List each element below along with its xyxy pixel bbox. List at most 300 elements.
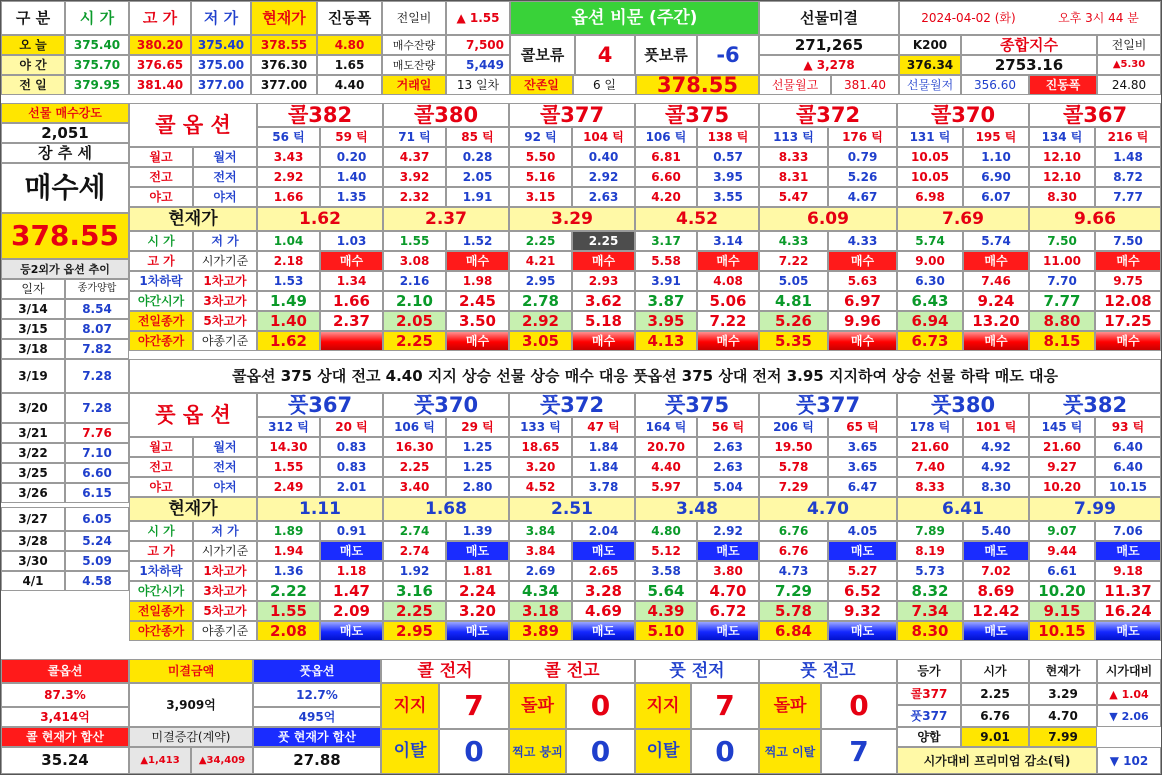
tick-2: 65 틱 — [828, 417, 897, 437]
jeonje: 1.84 — [572, 457, 635, 477]
eq-sum-cur: 7.99 — [1029, 727, 1097, 747]
vib: 24.80 — [1097, 75, 1161, 95]
label-wolje: 월저 — [193, 437, 257, 457]
first-high: 4.08 — [697, 271, 759, 291]
stat-put_high: 풋 전고 — [759, 659, 897, 683]
prev-close: 8.80 — [1029, 311, 1095, 331]
first-high: 2.93 — [572, 271, 635, 291]
high: 9.44 — [1029, 541, 1095, 561]
signal-badge[interactable]: 매도 — [1095, 541, 1161, 561]
stat-label-2: 이탈 — [381, 729, 439, 774]
third-high: 3.62 — [572, 291, 635, 311]
history-date: 3/28 — [1, 531, 65, 551]
night-signal[interactable]: 매도 — [446, 621, 509, 641]
signal-badge[interactable]: 매수 — [446, 251, 509, 271]
stat-label-1: 지지 — [381, 683, 439, 729]
history-close: 8.07 — [65, 319, 129, 339]
signal-badge[interactable]: 매도 — [572, 541, 635, 561]
label-goga: 고 가 — [129, 541, 193, 561]
label-wolgo: 월고 — [129, 437, 193, 457]
remaining: 6 일 — [573, 75, 636, 95]
time-text: 오후 3시 44 분 — [1058, 11, 1139, 25]
stat-label-2: 이탈 — [635, 729, 691, 774]
fifth-high: 6.72 — [697, 601, 759, 621]
tick-2: 195 틱 — [963, 127, 1029, 147]
low: 4.05 — [828, 521, 897, 541]
call-hold-label: 콜보류 — [510, 35, 575, 75]
composite-prev-label: 전일비 — [1097, 35, 1161, 55]
night-close: 4.13 — [635, 331, 697, 351]
wolgo: 4.37 — [383, 147, 446, 167]
signal-badge[interactable]: 매수 — [963, 251, 1029, 271]
jeongo: 10.05 — [897, 167, 963, 187]
wolgo: 19.50 — [759, 437, 828, 457]
jeongo: 2.92 — [257, 167, 320, 187]
prev-close: 3.95 — [635, 311, 697, 331]
first-high: 7.02 — [963, 561, 1029, 581]
night-close: 5.35 — [759, 331, 828, 351]
current-price: 6.09 — [759, 207, 897, 231]
label-jeonje: 전저 — [193, 457, 257, 477]
history-close: 7.28 — [65, 393, 129, 423]
jeongo: 6.60 — [635, 167, 697, 187]
night-signal[interactable]: 매수 — [572, 331, 635, 351]
tick-1: 71 틱 — [383, 127, 446, 147]
label-wolgo: 월고 — [129, 147, 193, 167]
vib-label: 진동폭 — [1029, 75, 1097, 95]
stat-label-1: 돌파 — [759, 683, 821, 729]
first-high: 2.65 — [572, 561, 635, 581]
call-sum-label: 콜 현재가 합산 — [1, 727, 129, 747]
wolje: 1.25 — [446, 437, 509, 457]
night-signal[interactable]: 매도 — [828, 621, 897, 641]
night-close: 2.08 — [257, 621, 320, 641]
yago: 8.33 — [897, 477, 963, 497]
signal-badge[interactable]: 매수 — [1095, 251, 1161, 271]
row-2-goga: 381.40 — [129, 75, 191, 95]
first-low: 4.73 — [759, 561, 828, 581]
history-date: 3/26 — [1, 483, 65, 503]
wolgo: 8.33 — [759, 147, 828, 167]
left-price: 378.55 — [1, 213, 129, 259]
jeonje: 5.26 — [828, 167, 897, 187]
open: 1.04 — [257, 231, 320, 251]
first-low: 1.36 — [257, 561, 320, 581]
row-0-siga: 375.40 — [65, 35, 129, 55]
open: 9.07 — [1029, 521, 1095, 541]
jeongo: 3.20 — [509, 457, 572, 477]
night-signal[interactable]: 매도 — [697, 621, 759, 641]
yago: 6.98 — [897, 187, 963, 207]
fifth-high: 9.96 — [828, 311, 897, 331]
yaje: 3.78 — [572, 477, 635, 497]
jeonje: 3.65 — [828, 457, 897, 477]
label-cha1high: 1차고가 — [193, 561, 257, 581]
yago: 8.30 — [1029, 187, 1095, 207]
signal-badge[interactable]: 매수 — [320, 251, 383, 271]
night-close: 8.30 — [897, 621, 963, 641]
tick-2: 29 틱 — [446, 417, 509, 437]
k200-label: K200 — [899, 35, 961, 55]
high: 5.58 — [635, 251, 697, 271]
night-signal[interactable]: 매도 — [572, 621, 635, 641]
history-date: 3/21 — [1, 423, 65, 443]
label-jeoga: 저 가 — [193, 521, 257, 541]
wolgo: 14.30 — [257, 437, 320, 457]
night-close: 5.10 — [635, 621, 697, 641]
remaining-label: 잔존일 — [510, 75, 573, 95]
first-low: 6.61 — [1029, 561, 1095, 581]
label-cha3high: 3차고가 — [193, 291, 257, 311]
tick-1: 106 틱 — [383, 417, 446, 437]
history-date: 3/22 — [1, 443, 65, 463]
first-high: 1.81 — [446, 561, 509, 581]
bid-value: 7,500 — [446, 35, 510, 55]
third-high: 2.24 — [446, 581, 509, 601]
jeongo: 2.25 — [383, 457, 446, 477]
tick-1: 312 틱 — [257, 417, 320, 437]
night-open: 3.16 — [383, 581, 446, 601]
trend: 매수세 — [1, 163, 129, 213]
label-current: 현재가 — [129, 207, 257, 231]
signal-badge[interactable]: 매도 — [446, 541, 509, 561]
label-yagansiga: 야간시가 — [129, 581, 193, 601]
jeonje: 1.25 — [446, 457, 509, 477]
row-2-hyeonjaega: 377.00 — [251, 75, 317, 95]
stat-label-2: 찍고 이탈 — [759, 729, 821, 774]
third-high: 8.69 — [963, 581, 1029, 601]
fifth-high: 5.18 — [572, 311, 635, 331]
put-sum: 27.88 — [253, 747, 381, 774]
history-date: 3/30 — [1, 551, 65, 571]
oi-change-label: 미결증감(계약) — [129, 727, 253, 747]
tick-1: 106 틱 — [635, 127, 697, 147]
night-close: 6.73 — [897, 331, 963, 351]
call-amt: 3,414억 — [1, 707, 129, 727]
oi-change-2: ▲34,409 — [191, 747, 253, 774]
label-cha5high: 5차고가 — [193, 311, 257, 331]
third-high: 12.08 — [1095, 291, 1161, 311]
high: 9.00 — [897, 251, 963, 271]
wolgo: 12.10 — [1029, 147, 1095, 167]
eq-put-cur: 4.70 — [1029, 705, 1097, 727]
first-low: 3.58 — [635, 561, 697, 581]
put-hold-label: 풋보류 — [635, 35, 697, 75]
first-high: 9.75 — [1095, 271, 1161, 291]
strike-name: 풋367 — [257, 393, 383, 417]
oi-change-1: ▲1,413 — [129, 747, 191, 774]
jeongo: 7.40 — [897, 457, 963, 477]
current-price: 1.62 — [257, 207, 383, 231]
row-0-label: 오 늘 — [1, 35, 65, 55]
yaje: 10.15 — [1095, 477, 1161, 497]
label-siga: 시 가 — [129, 231, 193, 251]
month-low: 356.60 — [961, 75, 1029, 95]
history-close: 7.28 — [65, 359, 129, 393]
first-low: 7.70 — [1029, 271, 1095, 291]
open: 4.33 — [759, 231, 828, 251]
header-jindongpok: 진동폭 — [317, 1, 382, 35]
label-yagansiga: 야간시가 — [129, 291, 193, 311]
tick-2: 47 틱 — [572, 417, 635, 437]
first-low: 1.92 — [383, 561, 446, 581]
tick-1: 145 틱 — [1029, 417, 1095, 437]
low: 0.91 — [320, 521, 383, 541]
strike-name: 콜370 — [897, 103, 1029, 127]
jeongo: 9.27 — [1029, 457, 1095, 477]
stat-call_high: 콜 전고 — [509, 659, 635, 683]
month-low-label: 선물월저 — [899, 75, 961, 95]
strike-name: 풋380 — [897, 393, 1029, 417]
signal-badge[interactable]: 매도 — [828, 541, 897, 561]
tick-1: 133 틱 — [509, 417, 572, 437]
put-hold: -6 — [697, 35, 759, 75]
night-close: 3.05 — [509, 331, 572, 351]
wolje: 0.28 — [446, 147, 509, 167]
night-signal[interactable]: 매수 — [963, 331, 1029, 351]
strike-name: 콜372 — [759, 103, 897, 127]
strike-name: 콜382 — [257, 103, 383, 127]
strike-name: 콜380 — [383, 103, 509, 127]
row-0-goga: 380.20 — [129, 35, 191, 55]
label-jeongo: 전고 — [129, 167, 193, 187]
yago: 10.20 — [1029, 477, 1095, 497]
high: 2.18 — [257, 251, 320, 271]
current-price: 4.70 — [759, 497, 897, 521]
put-title: 풋 옵 션 — [129, 393, 257, 437]
eq-call: 콜377 — [897, 683, 961, 705]
night-open: 4.81 — [759, 291, 828, 311]
row-1-label: 야 간 — [1, 55, 65, 75]
first-high: 1.98 — [446, 271, 509, 291]
night-open: 10.20 — [1029, 581, 1095, 601]
history-close: 7.10 — [65, 443, 129, 463]
current-price: 1.11 — [257, 497, 383, 521]
eq-sum-label: 양합 — [897, 727, 961, 747]
low: 2.25 — [572, 231, 635, 251]
eq-call-open: 2.25 — [961, 683, 1029, 705]
current-price: 7.69 — [897, 207, 1029, 231]
fifth-high: 2.37 — [320, 311, 383, 331]
yago: 2.32 — [383, 187, 446, 207]
trade-day: 13 일차 — [446, 75, 510, 95]
yago: 3.40 — [383, 477, 446, 497]
prev-close: 3.18 — [509, 601, 572, 621]
first-low: 2.95 — [509, 271, 572, 291]
label-cha3high: 3차고가 — [193, 581, 257, 601]
wolgo: 21.60 — [1029, 437, 1095, 457]
row-1-siga: 375.70 — [65, 55, 129, 75]
night-signal[interactable] — [320, 331, 383, 351]
history-date: 3/15 — [1, 319, 65, 339]
prev-close: 6.94 — [897, 311, 963, 331]
signal-badge[interactable]: 매도 — [320, 541, 383, 561]
wolje: 6.40 — [1095, 437, 1161, 457]
night-open: 6.43 — [897, 291, 963, 311]
row-0-jindongpok: 4.80 — [317, 35, 382, 55]
strike-name: 콜377 — [509, 103, 635, 127]
wolje: 3.65 — [828, 437, 897, 457]
fifth-high: 4.69 — [572, 601, 635, 621]
fifth-high: 17.25 — [1095, 311, 1161, 331]
tick-1: 178 틱 — [897, 417, 963, 437]
night-signal[interactable]: 매수 — [446, 331, 509, 351]
night-signal[interactable]: 매수 — [697, 331, 759, 351]
row-1-jindongpok: 1.65 — [317, 55, 382, 75]
history-date: 3/20 — [1, 393, 65, 423]
trade-day-label: 거래일 — [382, 75, 446, 95]
fifth-high: 3.20 — [446, 601, 509, 621]
open: 7.50 — [1029, 231, 1095, 251]
night-open: 4.34 — [509, 581, 572, 601]
strike-name: 콜367 — [1029, 103, 1161, 127]
label-yagan-close: 야간종가 — [129, 621, 193, 641]
wolje: 4.92 — [963, 437, 1029, 457]
yago: 7.29 — [759, 477, 828, 497]
label-jeonje: 전저 — [193, 167, 257, 187]
fifth-high: 16.24 — [1095, 601, 1161, 621]
prev-close: 1.40 — [257, 311, 320, 331]
prev-close: 9.15 — [1029, 601, 1095, 621]
tick-1: 113 틱 — [759, 127, 828, 147]
first-high: 1.34 — [320, 271, 383, 291]
yaje: 6.47 — [828, 477, 897, 497]
row-2-siga: 379.95 — [65, 75, 129, 95]
stat-label-1: 지지 — [635, 683, 691, 729]
signal-badge[interactable]: 매수 — [828, 251, 897, 271]
label-siga: 시 가 — [129, 521, 193, 541]
night-close: 8.15 — [1029, 331, 1095, 351]
stat-call_low: 콜 전저 — [381, 659, 509, 683]
wolgo: 18.65 — [509, 437, 572, 457]
tick-1: 206 틱 — [759, 417, 828, 437]
tick-2: 104 틱 — [572, 127, 635, 147]
signal-badge[interactable]: 매도 — [963, 541, 1029, 561]
k200: 376.34 — [899, 55, 961, 75]
stat-value-1: 7 — [691, 683, 759, 729]
label-sigagijun: 시가기준 — [193, 541, 257, 561]
premium: ▼ 102 — [1097, 747, 1161, 774]
third-high: 4.70 — [697, 581, 759, 601]
yago: 2.49 — [257, 477, 320, 497]
night-signal[interactable]: 매수 — [1095, 331, 1161, 351]
high: 1.94 — [257, 541, 320, 561]
open: 2.74 — [383, 521, 446, 541]
first-low: 5.73 — [897, 561, 963, 581]
tick-2: 216 틱 — [1095, 127, 1161, 147]
signal-badge[interactable]: 매수 — [572, 251, 635, 271]
history-date: 3/19 — [1, 359, 65, 393]
wolje: 0.83 — [320, 437, 383, 457]
wolgo: 6.81 — [635, 147, 697, 167]
night-signal[interactable]: 매도 — [320, 621, 383, 641]
fifth-high: 13.20 — [963, 311, 1029, 331]
stat-value-1: 0 — [821, 683, 897, 729]
fifth-high: 12.42 — [963, 601, 1029, 621]
wolgo: 21.60 — [897, 437, 963, 457]
wolje: 1.48 — [1095, 147, 1161, 167]
label-sigagijun: 시가기준 — [193, 251, 257, 271]
third-high: 1.47 — [320, 581, 383, 601]
strike-name: 풋375 — [635, 393, 759, 417]
composite: 2753.16 — [961, 55, 1097, 75]
history-date: 3/18 — [1, 339, 65, 359]
jeongo: 1.55 — [257, 457, 320, 477]
tick-2: 176 틱 — [828, 127, 897, 147]
prev-close: 2.05 — [383, 311, 446, 331]
signal-badge[interactable]: 매도 — [697, 541, 759, 561]
third-high: 11.37 — [1095, 581, 1161, 601]
call-sum: 35.24 — [1, 747, 129, 774]
row-2-jeoga: 377.00 — [191, 75, 251, 95]
jeonje: 2.63 — [697, 457, 759, 477]
low: 1.52 — [446, 231, 509, 251]
eq-put-diff: ▼ 2.06 — [1097, 705, 1161, 727]
jeonje: 1.40 — [320, 167, 383, 187]
jeonje: 0.83 — [320, 457, 383, 477]
history-date: 3/27 — [1, 507, 65, 531]
open: 3.84 — [509, 521, 572, 541]
ask-value: 5,449 — [446, 55, 510, 75]
fifth-high: 2.09 — [320, 601, 383, 621]
prev-close: 5.26 — [759, 311, 828, 331]
jeongo: 3.92 — [383, 167, 446, 187]
high: 7.22 — [759, 251, 828, 271]
first-low: 6.30 — [897, 271, 963, 291]
header-siga: 시 가 — [65, 1, 129, 35]
history-date: 3/25 — [1, 463, 65, 483]
jeonje: 4.92 — [963, 457, 1029, 477]
night-signal[interactable]: 매수 — [828, 331, 897, 351]
current-price: 9.66 — [1029, 207, 1161, 231]
tick-2: 59 틱 — [320, 127, 383, 147]
label-yaje: 야저 — [193, 477, 257, 497]
night-open: 2.22 — [257, 581, 320, 601]
wolje: 0.57 — [697, 147, 759, 167]
night-open: 5.64 — [635, 581, 697, 601]
stat-value-2: 0 — [439, 729, 509, 774]
label-jeonilclose: 전일종가 — [129, 311, 193, 331]
tick-1: 134 틱 — [1029, 127, 1095, 147]
header-prev-value: ▲ 1.55 — [446, 1, 510, 35]
history-close: 5.24 — [65, 531, 129, 551]
night-signal[interactable]: 매도 — [1095, 621, 1161, 641]
label-cha1high: 1차고가 — [193, 271, 257, 291]
label-cha1low: 1차하락 — [129, 561, 193, 581]
high: 6.76 — [759, 541, 828, 561]
futures-oi-label: 선물미결 — [759, 1, 899, 35]
yaje: 1.91 — [446, 187, 509, 207]
eq-put: 풋377 — [897, 705, 961, 727]
date-col-label: 일자 — [1, 279, 65, 299]
third-high: 6.97 — [828, 291, 897, 311]
trend-label: 장 추 세 — [1, 143, 129, 163]
label-yajonggijun: 야종기준 — [193, 331, 257, 351]
month-high-label: 선물월고 — [759, 75, 831, 95]
header-hyeonjaega: 현재가 — [251, 1, 317, 35]
low: 4.33 — [828, 231, 897, 251]
open: 2.25 — [509, 231, 572, 251]
tick-1: 131 틱 — [897, 127, 963, 147]
close-col-label: 종가양합 — [65, 279, 129, 299]
night-open: 7.77 — [1029, 291, 1095, 311]
wolgo: 3.43 — [257, 147, 320, 167]
signal-badge[interactable]: 매수 — [697, 251, 759, 271]
jeongo: 12.10 — [1029, 167, 1095, 187]
tick-2: 138 틱 — [697, 127, 759, 147]
eq-open-label: 시가 — [961, 659, 1029, 683]
night-signal[interactable]: 매도 — [963, 621, 1029, 641]
